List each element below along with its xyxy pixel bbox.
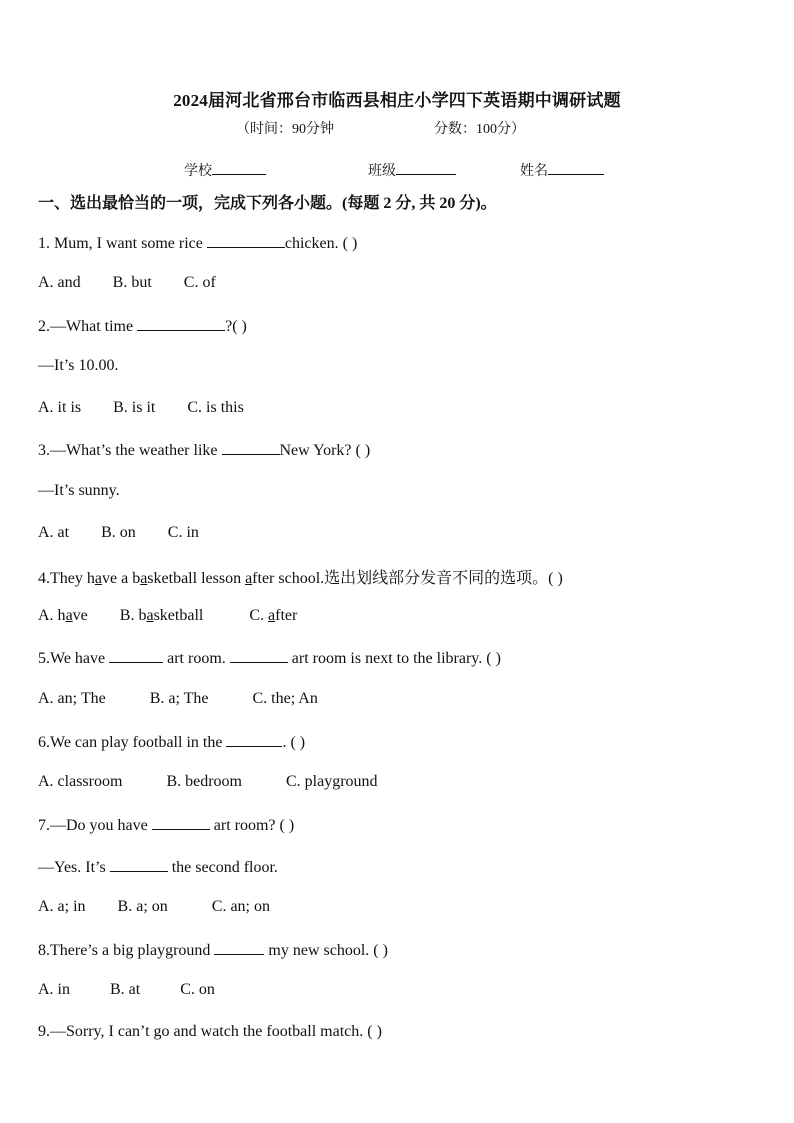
question-4-options (38, 607, 329, 625)
question-2-answer-line: —It’s 10.00. (38, 357, 119, 374)
option-c: C. in (167, 524, 199, 541)
option-b: B. at (110, 981, 141, 998)
school-field (184, 160, 266, 180)
question-8-options (38, 981, 247, 999)
option-b: B. a; The (149, 690, 209, 707)
option-text: A. h (38, 607, 66, 624)
question-text: 6.We can play football in the (38, 734, 227, 751)
option-c: C. of (183, 274, 216, 291)
question-3-answer-line: —It’s sunny. (38, 482, 120, 499)
option-text: C. (249, 607, 268, 624)
underlined-letter: a (94, 570, 102, 587)
question-text: 4.They h (38, 570, 95, 587)
option-text: sketball (153, 607, 204, 624)
answer-blank (152, 815, 210, 830)
time-info: （时间：90分钟 (236, 122, 334, 137)
name-label: 姓名 (520, 164, 548, 179)
question-text: chicken. ( ) (284, 235, 358, 252)
option-a: A. an; The (38, 690, 106, 707)
option-c: C. on (180, 981, 215, 998)
question-text: fter school.选出划线部分发音不同的选项。( ) (252, 570, 563, 587)
question-text: ?( ) (225, 318, 247, 335)
option-a: A. a; in (38, 898, 86, 915)
answer-blank (110, 857, 168, 872)
option-b (120, 607, 204, 625)
question-3 (38, 440, 370, 460)
question-text: art room is next to the library. ( ) (287, 650, 501, 667)
question-text: . ( ) (282, 734, 306, 751)
option-a: A. classroom (38, 773, 123, 790)
question-text: art room? ( ) (209, 817, 295, 834)
answer-blank (214, 940, 264, 955)
question-text: my new school. ( ) (264, 942, 388, 959)
score-info: 分数：100分） (434, 122, 525, 137)
question-4 (38, 565, 563, 588)
question-text: the second floor. (167, 859, 278, 876)
answer-blank (230, 648, 288, 663)
option-a: A. it is (38, 399, 82, 416)
answer-blank (207, 233, 285, 248)
option-b: B. bedroom (166, 773, 242, 790)
question-text: art room. (163, 650, 230, 667)
name-field (520, 160, 604, 180)
answer-blank (222, 440, 280, 455)
question-text: 2.—What time (38, 318, 138, 335)
exam-meta (236, 118, 525, 138)
option-text: B. b (119, 607, 147, 624)
class-field (368, 160, 456, 180)
question-5-options (38, 690, 350, 708)
option-a: A. in (38, 981, 70, 998)
option-a (38, 607, 88, 625)
school-blank (212, 160, 266, 175)
answer-blank (137, 316, 225, 331)
question-7-answer-line (38, 857, 278, 877)
question-text: ve a b (101, 570, 141, 587)
question-2-options (38, 399, 276, 417)
question-text: —Yes. It’s (38, 859, 110, 876)
question-text: sketball lesson (147, 570, 246, 587)
name-blank (548, 160, 604, 175)
question-9: 9.—Sorry, I can’t go and watch the football match. ( ) (38, 1023, 382, 1040)
question-text: 3.—What’s the weather like (38, 442, 222, 459)
option-c (249, 607, 297, 625)
option-a: A. and (38, 274, 81, 291)
option-c: C. the; An (252, 690, 318, 707)
question-5 (38, 648, 501, 668)
question-text: 8.There’s a big playground (38, 942, 215, 959)
option-c: C. playground (285, 773, 378, 790)
option-b: B. is it (113, 399, 156, 416)
underlined-letter: a (146, 607, 154, 624)
section-heading: 一、选出最恰当的一项，完成下列各小题。(每题 2 分, 共 20 分)。 (38, 195, 497, 212)
underlined-letter: a (245, 570, 253, 587)
option-text: ve (72, 607, 88, 624)
question-6-options (38, 773, 410, 791)
question-text: 1. Mum, I want some rice (38, 235, 207, 252)
question-text: 5.We have (38, 650, 110, 667)
question-text: 7.—Do you have (38, 817, 152, 834)
question-1-options (38, 274, 248, 292)
class-label: 班级 (368, 164, 396, 179)
option-c: C. is this (187, 399, 244, 416)
question-7-options (38, 898, 302, 916)
question-7 (38, 815, 294, 835)
option-b: B. on (101, 524, 136, 541)
option-c: C. an; on (211, 898, 270, 915)
page-title: 2024届河北省邢台市临西县相庄小学四下英语期中调研试题 (173, 91, 621, 110)
option-text: fter (275, 607, 298, 624)
question-2 (38, 316, 247, 336)
question-8 (38, 940, 388, 960)
question-6 (38, 732, 305, 752)
school-label: 学校 (184, 164, 212, 179)
option-a: A. at (38, 524, 70, 541)
question-1 (38, 233, 357, 253)
question-3-options (38, 524, 231, 542)
class-blank (396, 160, 456, 175)
underlined-letter: a (65, 607, 73, 624)
option-b: B. but (112, 274, 152, 291)
underlined-letter: a (140, 570, 148, 587)
underlined-letter: a (268, 607, 276, 624)
question-text: New York? ( ) (279, 442, 371, 459)
answer-blank (226, 732, 282, 747)
answer-blank (109, 648, 163, 663)
option-b: B. a; on (117, 898, 168, 915)
